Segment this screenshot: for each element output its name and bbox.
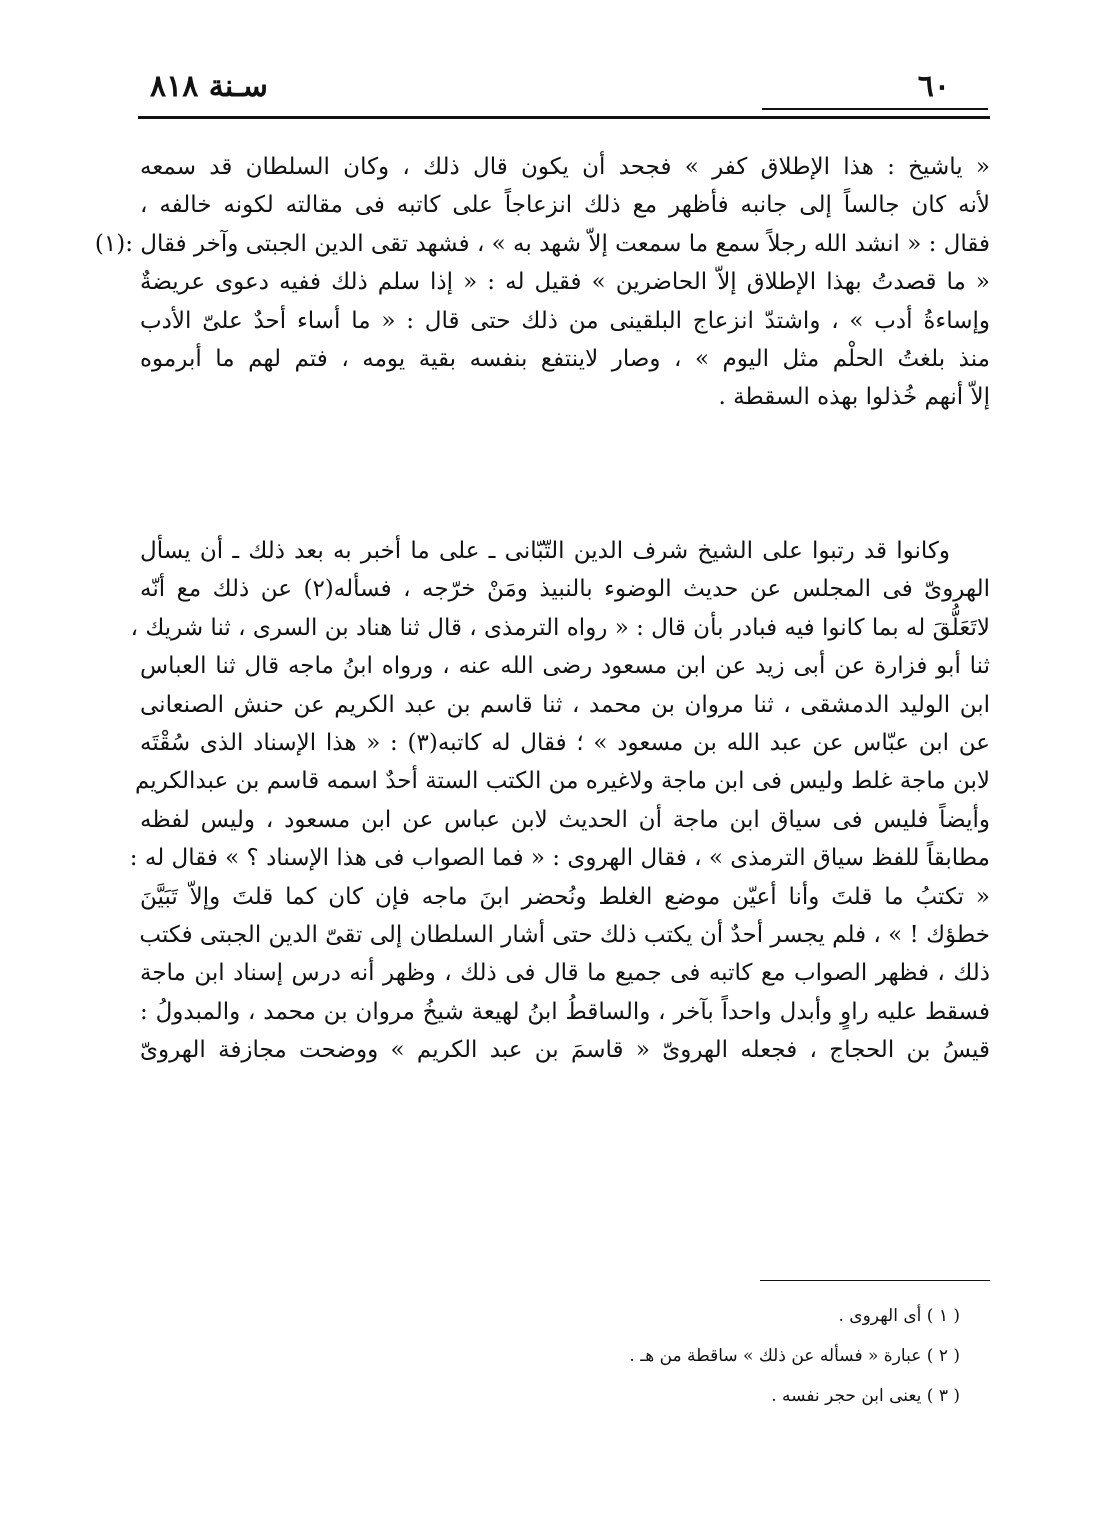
text-line: قيسُ بن الحجاج ، فجعله الهروىّ « قاسمَ بن عبد الكريم » ووضحت مجازفة الهروىّ [140,1037,990,1064]
page-header [140,70,990,104]
running-title: سـنة ٨١٨ [150,69,268,104]
text-line: وأيضاً فليس فى سياق ابن ماجة أن الحديث لابن عباس عن ابن مسعود ، وليس لفظه [140,806,990,833]
text-line: فسقط عليه راوٍ وأبدل واحداً بآخر ، والساقطُ ابنُ لهيعة شيخُ مروان بن محمد ، والمبدولُ : [140,998,990,1025]
footnote-3: ( ٣ ) يعنى ابن حجر نفسه . [771,1386,960,1406]
text-line: ثنا أبو فزارة عن أبى زيد عن ابن مسعود رضى الله عنه ، ورواه ابنُ ماجه قال ثنا العباس [140,653,990,680]
text-line: « ياشيخ : هذا الإطلاق كفر » فجحد أن يكون قال ذلك ، وكان السلطان قد سمعه [140,154,990,180]
header-rule-upper [762,108,988,110]
footnote-1: ( ١ ) أى الهروى . [838,1306,960,1326]
text-line: مطابقاً للفظ سياق الترمذى » ، فقال الهروى : « فما الصواب فى هذا الإسناد ؟ » فقال له : [129,845,990,872]
page-number: ٦٠ [917,69,950,104]
text-line: لأنه كان جالساً إلى جانبه فأظهر مع ذلك انزعاجاً على كاتبه فى مقالته لكونه خالفه ، [140,192,990,219]
text-line: « تكتبُ ما قلتَ وأنا أعيّن موضع الغلط ونُحضر ابنَ ماجه فإن كان كما قلتَ وإلاّ تَبَيَّنَ [140,883,990,910]
text-line: وكانوا قد رتبوا على الشيخ شرف الدين التّبّانى ـ على ما أخبر به بعد ذلك ـ أن يسأل [140,538,950,564]
header-rule [138,116,990,119]
text-line: ابن الوليد الدمشقى ، ثنا مروان بن محمد ، ثنا قاسم بن عبد الكريم عن حنش الصنعانى [140,691,990,718]
footnotes [500,1296,960,1416]
text-line: منذ بلغتُ الحلْم مثل اليوم » ، وصار لاينتفع بنفسه بقية يومه ، فتم لهم ما أبرموه [140,345,990,372]
footnote-separator [760,1280,990,1281]
paragraph-2 [129,532,991,1069]
text-line: « ما قصدتُ بهذا الإطلاق إلاّ الحاضرين » فقيل له : « إذا سلم ذلك ففيه دعوى عريضةٌ [140,269,990,296]
text-line: عن ابن عبّاس عن عبد الله بن مسعود » ؛ فقال له كاتبه(٣) : « هذا الإسناد الذى سُقْتَه [140,729,991,756]
text-line: وإساءةُ أدب » ، واشتدّ انزعاج البلقينى من ذلك حتى قال : « ما أساء أحدٌ علىّ الأدب [140,307,990,334]
text-line: خطؤك ! » ، فلم يجسر أحدٌ أن يكتب ذلك حتى أشار السلطان إلى تقىّ الدين الجبتى فكتب [139,921,990,948]
text-line: ذلك ، فظهر الصواب مع كاتبه فى جميع ما قال فى ذلك ، وظهر أنه درس إسناد ابن ماجة [140,960,990,987]
text-line: لاتَعَلُّقَ له بما كانوا فيه فبادر بأن قال : « رواه الترمذى ، قال ثنا هناد بن السرى ، ثنا شريك ، [130,614,990,641]
text-line: فقال : « انشد الله رجلاً سمع ما سمعت إلاّ شهد به » ، فشهد تقى الدين الجبتى وآخر فقال :(١) [94,230,990,257]
paragraph-1 [94,148,990,417]
text-line: الهروىّ فى المجلس عن حديث الوضوء بالنبيذ ومَنْ خرّجه ، فسأله(٢) عن ذلك مع أنّه [140,576,990,603]
text-line: لابن ماجة غلط وليس فى ابن ماجة ولاغيره من الكتب الستة أحدٌ اسمه قاسم بن عبدالكريم [134,768,990,795]
footnote-2: ( ٢ ) عبارة « فسأله عن ذلك » ساقطة من هـ . [629,1346,960,1366]
text-line: إلاّ أنهم خُذلوا بهذه السقطة . [718,384,990,411]
